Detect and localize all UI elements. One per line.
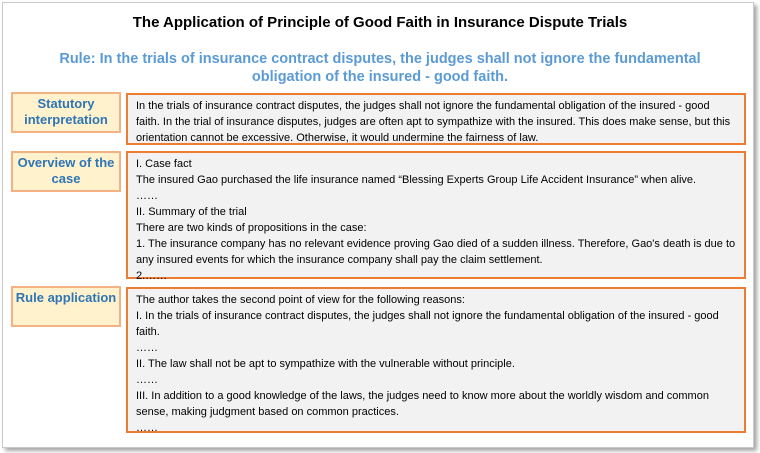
proposition-2: 2.…… (136, 270, 168, 282)
case-fact-heading: I. Case fact (136, 158, 192, 170)
document-title: The Application of Principle of Good Faith in Insurance Dispute Trials (132, 14, 628, 31)
ellipsis: …… (136, 190, 158, 202)
ellipsis: …… (136, 342, 158, 354)
reasons-intro: The author takes the second point of view for the following reasons: (136, 294, 465, 306)
section-text: In the trials of insurance contract disputes, the judges shall not ignore the fundamental obligation of the insured - good faith. In the trial of insurance disputes, judges are often apt to sympathize with the insured. This does make sense, but this orientation cannot be excessive. Otherwise, it would undermine the fairness of law. (136, 100, 734, 144)
section-label-rule-application: Rule application (11, 286, 121, 327)
section-label-statutory-interpretation: Statutory interpretation (11, 92, 121, 133)
ellipsis: …… (136, 374, 158, 386)
reason-1: I. In the trials of insurance contract disputes, the judges shall not ignore the fundamental obligation of the insured - good faith. (136, 310, 722, 338)
trial-summary-heading: II. Summary of the trial (136, 206, 247, 218)
reason-2: II. The law shall not be apt to sympathize with the vulnerable without principle. (136, 358, 515, 370)
case-fact-text: The insured Gao purchased the life insurance named “Blessing Experts Group Life Accident Insurance” when alive. (136, 174, 697, 186)
rule-statement: Rule: In the trials of insurance contract disputes, the judges shall not ignore the fundamental obligation of the insured - good faith. (59, 51, 701, 85)
section-label-overview-of-the-case: Overview of the case (11, 151, 121, 192)
section-box-overview-of-the-case (126, 151, 746, 282)
section-box-statutory-interpretation (126, 93, 746, 145)
proposition-1: 1. The insurance company has no relevant evidence proving Gao died of a sudden illness. Therefore, Gao's death is due to any insured events for which the insurance company shall pay the claim settlement. (136, 238, 739, 266)
reason-3: III. In addition to a good knowledge of the laws, the judges need to know more about the worldly wisdom and common sense, making judgment based on common practices. (136, 390, 713, 418)
propositions-intro: There are two kinds of propositions in the case: (136, 222, 367, 234)
ellipsis: …… (136, 422, 158, 434)
section-box-rule-application (126, 287, 746, 433)
